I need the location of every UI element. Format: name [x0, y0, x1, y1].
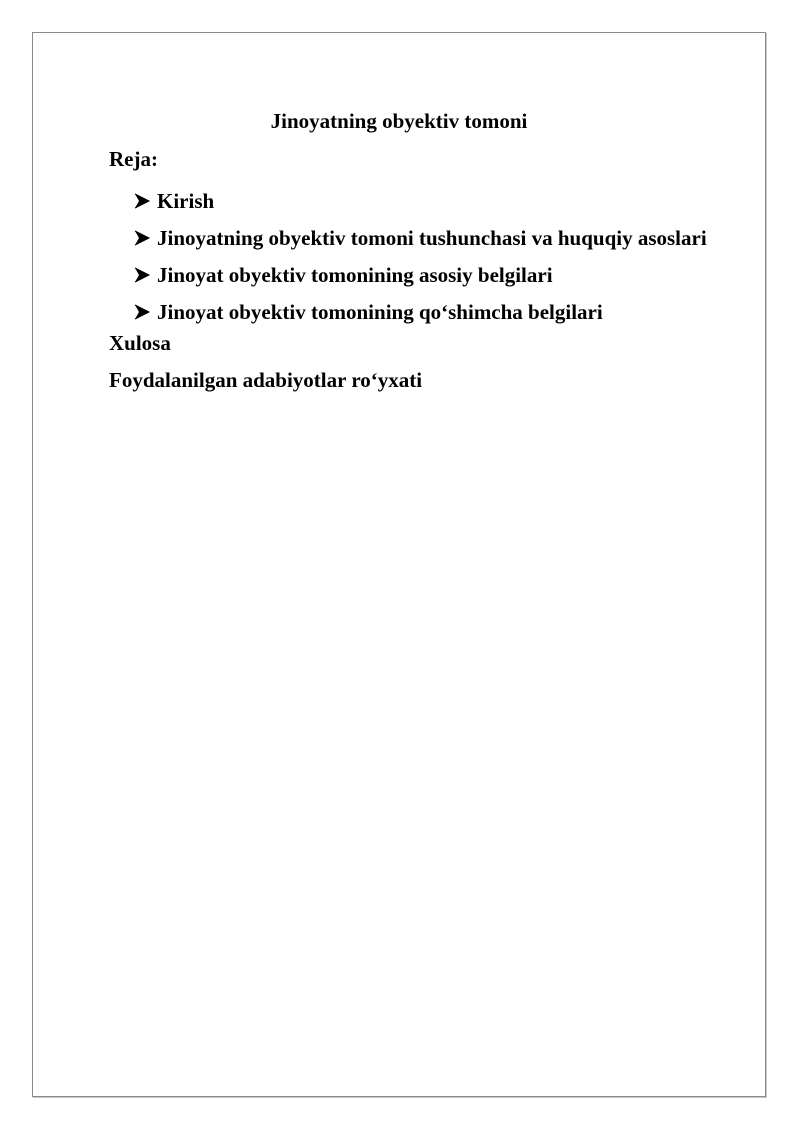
plan-heading: Reja:	[109, 147, 158, 171]
arrowhead-bullet-icon	[133, 303, 151, 321]
arrowhead-bullet-icon	[133, 229, 151, 247]
arrowhead-bullet-icon	[133, 266, 151, 284]
plan-item-label: Jinoyat obyektiv tomonining asosiy belgilari	[157, 263, 553, 287]
document-page	[32, 32, 766, 1097]
conclusion-heading: Xulosa	[109, 331, 171, 355]
plan-item-concept	[133, 220, 707, 257]
arrowhead-bullet-icon	[133, 192, 151, 210]
plan-item-label: Jinoyatning obyektiv tomoni tushunchasi va huquqiy asoslari	[157, 226, 707, 250]
plan-item-additional-features	[133, 294, 707, 331]
references-heading: Foydalanilgan adabiyotlar ro‘yxati	[109, 368, 423, 392]
plan-item-label: Kirish	[157, 189, 215, 213]
plan-list	[133, 183, 707, 331]
document-title: Jinoyatning obyektiv tomoni	[270, 109, 528, 133]
plan-item-label: Jinoyat obyektiv tomonining qo‘shimcha belgilari	[157, 300, 603, 324]
plan-item-introduction	[133, 183, 707, 220]
plan-item-main-features	[133, 257, 707, 294]
